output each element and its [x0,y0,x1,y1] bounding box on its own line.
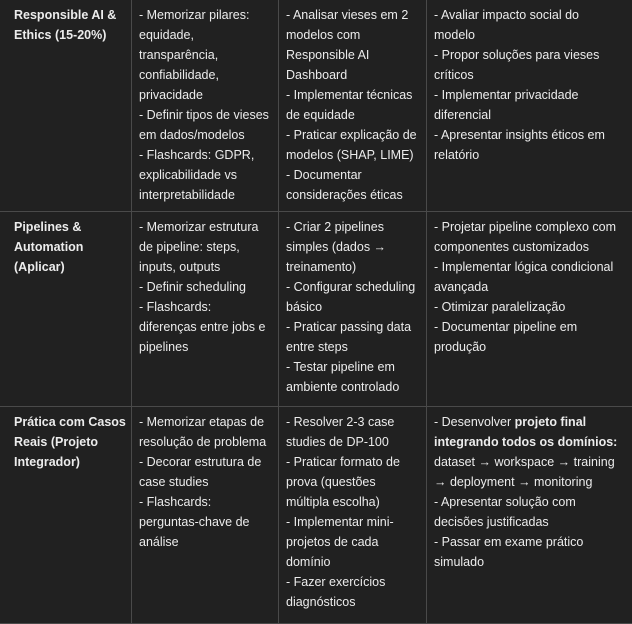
cell-line: prova (questões [286,475,376,489]
cell-line: transparência, [139,48,219,62]
cell-line: resolução de problema [139,435,267,449]
cell-line: - Memorizar pilares: [139,8,250,22]
topic-line: (Aplicar) [14,260,65,274]
cell-line: decisões justificadas [434,515,549,529]
cell-text: - Desenvolver [434,415,515,429]
table-row [0,212,632,407]
cell-line: Dashboard [286,68,348,82]
cell-line: de pipeline: steps, [139,240,240,254]
cell-line: perguntas-chave de [139,515,250,529]
topic-cell [0,407,132,623]
cell-line: - Avaliar impacto social do [434,8,579,22]
memorizar-cell [132,407,279,623]
cell-line: studies de DP-100 [286,435,389,449]
topic-line: Pipelines & [14,220,82,234]
cell-line: - Implementar técnicas [286,88,413,102]
cell-line: básico [286,300,323,314]
memorizar-cell [132,0,279,211]
cell-line: - Praticar formato de [286,455,400,469]
cell-line: - Fazer exercícios [286,575,386,589]
cell-line: diferenças entre jobs e [139,320,266,334]
topic-cell [0,0,132,211]
cell-line: simulado [434,555,485,569]
cell-line: - Flashcards: GDPR, [139,148,255,162]
cell-line: - Projetar pipeline complexo com [434,220,617,234]
cell-line: equidade, [139,28,194,42]
cell-line: projetos de cada [286,535,379,549]
cell-line [434,412,626,432]
cell-line: - Criar 2 pipelines [286,220,384,234]
topic-line: Prática com Casos [14,415,126,429]
praticar-cell [279,212,427,406]
cell-line: críticos [434,68,474,82]
praticar-cell [279,407,427,623]
cell-line: case studies [139,475,209,489]
cell-line: Responsible AI [286,48,370,62]
cell-line: - Documentar [286,168,362,182]
cell-line: explicabilidade vs [139,168,237,182]
cell-line: - Apresentar solução com [434,495,576,509]
cell-line: - Memorizar etapas de [139,415,265,429]
cell-line: modelos (SHAP, LIME) [286,148,414,162]
cell-line: múltipla escolha) [286,495,380,509]
cell-line: componentes customizados [434,240,589,254]
cell-line: modelo [434,28,475,42]
cell-line: - Otimizar paralelização [434,300,566,314]
cell-line: dataset → workspace → training [434,455,615,469]
praticar-cell [279,0,427,211]
cell-line [434,432,626,452]
cell-line: - Implementar privacidade [434,88,579,102]
cell-line: análise [139,535,179,549]
cell-line: - Testar pipeline em [286,360,395,374]
memorizar-cell [132,212,279,406]
cell-line: em dados/modelos [139,128,245,142]
topic-line: Responsible AI & [14,8,117,22]
topic-line: Ethics (15-20%) [14,28,107,42]
cell-line: relatório [434,148,480,162]
cell-line: - Flashcards: [139,300,212,314]
cell-line: - Resolver 2-3 case [286,415,395,429]
cell-line: - Apresentar insights éticos em [434,128,605,142]
cell-line: treinamento) [286,260,357,274]
cell-line: - Definir tipos de vieses [139,108,269,122]
cell-line: pipelines [139,340,189,354]
topic-cell [0,212,132,406]
cell-line: - Decorar estrutura de [139,455,262,469]
cell-line: de equidade [286,108,355,122]
cell-line: - Propor soluções para vieses [434,48,600,62]
cell-line: - Praticar passing data [286,320,412,334]
topic-line: Reais (Projeto [14,435,99,449]
table-row [0,407,632,624]
cell-line: - Passar em exame prático [434,535,584,549]
cell-line: - Implementar lógica condicional [434,260,614,274]
aplicar-cell [427,212,632,406]
cell-line: considerações éticas [286,188,403,202]
cell-line: - Analisar vieses em 2 [286,8,409,22]
cell-line: entre steps [286,340,348,354]
cell-line: - Configurar scheduling [286,280,416,294]
aplicar-cell [427,407,632,623]
cell-line: domínio [286,555,331,569]
cell-line: modelos com [286,28,361,42]
cell-line: privacidade [139,88,203,102]
cell-line: - Documentar pipeline em [434,320,578,334]
cell-line: - Memorizar estrutura [139,220,259,234]
bold-text: integrando todos os domínios: [434,435,618,449]
cell-line: - Definir scheduling [139,280,246,294]
table-row [0,0,632,212]
cell-line: diagnósticos [286,595,356,609]
topic-line: Integrador) [14,455,80,469]
cell-line: produção [434,340,487,354]
cell-line: simples (dados → [286,240,387,254]
cell-line: inputs, outputs [139,260,221,274]
aplicar-cell [427,0,632,211]
cell-line: interpretabilidade [139,188,235,202]
cell-line: ambiente controlado [286,380,400,394]
cell-line: avançada [434,280,489,294]
topic-line: Automation [14,240,84,254]
cell-line: - Flashcards: [139,495,212,509]
cell-line: → deployment → monitoring [434,475,593,489]
cell-line: - Implementar mini- [286,515,394,529]
bold-text: projeto final [514,415,587,429]
cell-line: - Praticar explicação de [286,128,417,142]
cell-line: confiabilidade, [139,68,219,82]
cell-line: diferencial [434,108,491,122]
